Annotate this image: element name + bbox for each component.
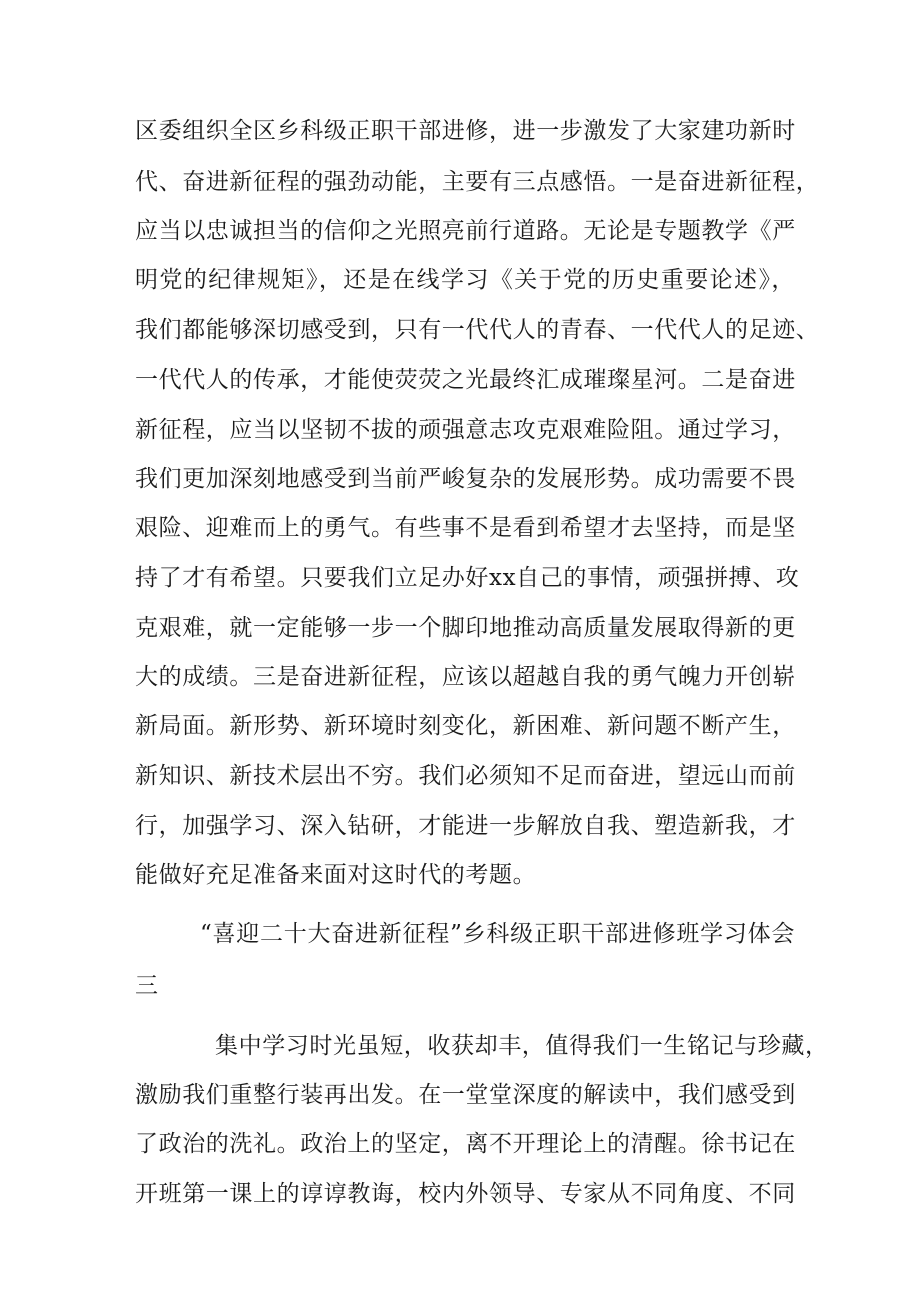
text-line: 代、奋进新征程的强劲动能，主要有三点感悟。一是奋进新征程， xyxy=(135,169,820,195)
text-line: 激励我们重整行装再出发。在一堂堂深度的解读中，我们感受到 xyxy=(135,1082,796,1108)
text-line: 集中学习时光虽短，收获却丰，值得我们一生铭记与珍藏， xyxy=(215,1033,829,1059)
text-line: 艰险、迎难而上的勇气。有些事不是看到希望才去坚持，而是坚 xyxy=(135,515,796,541)
heading-line: “喜迎二十大奋进新征程”乡科级正职干部进修班学习体会 xyxy=(200,921,795,947)
text-line: 能做好充足准备来面对这时代的考题。 xyxy=(135,862,537,888)
text-line: 明党的纪律规矩》，还是在线学习《关于党的历史重要论述》， xyxy=(135,267,795,293)
text-line: 大的成绩。三是奋进新征程，应该以超越自我的勇气魄力开创崭 xyxy=(135,664,796,690)
text-line: 持了才有希望。只要我们立足办好xx自己的事情，顽强拼搏、攻 xyxy=(135,565,800,591)
text-line: 开班第一课上的谆谆教诲，校内外领导、专家从不同角度、不同 xyxy=(135,1181,796,1207)
text-line: 新局面。新形势、新环境时刻变化，新困难、新问题不断产生， xyxy=(135,713,796,739)
heading-line: 三 xyxy=(135,973,159,999)
text-line: 新知识、新技术层出不穷。我们必须知不足而奋进，望远山而前 xyxy=(135,763,796,789)
text-line: 克艰难，就一定能够一步一个脚印地推动高质量发展取得新的更 xyxy=(135,615,796,641)
text-line: 我们都能够深切感受到，只有一代代人的青春、一代代人的足迹、 xyxy=(135,317,820,343)
text-line: 行，加强学习、深入钻研，才能进一步解放自我、塑造新我，才 xyxy=(135,813,796,839)
text-line: 区委组织全区乡科级正职干部进修，进一步激发了大家建功新时 xyxy=(135,118,796,144)
text-line: 新征程，应当以坚韧不拔的顽强意志攻克艰难险阻。通过学习， xyxy=(135,417,796,443)
text-line: 我们更加深刻地感受到当前严峻复杂的发展形势。成功需要不畏 xyxy=(135,466,796,492)
text-line: 应当以忠诚担当的信仰之光照亮前行道路。无论是专题教学《严 xyxy=(135,218,796,244)
text-line: 了政治的洗礼。政治上的坚定，离不开理论上的清醒。徐书记在 xyxy=(135,1131,796,1157)
text-line: 一代代人的传承，才能使荧荧之光最终汇成璀璨星河。二是奋进 xyxy=(135,367,796,393)
